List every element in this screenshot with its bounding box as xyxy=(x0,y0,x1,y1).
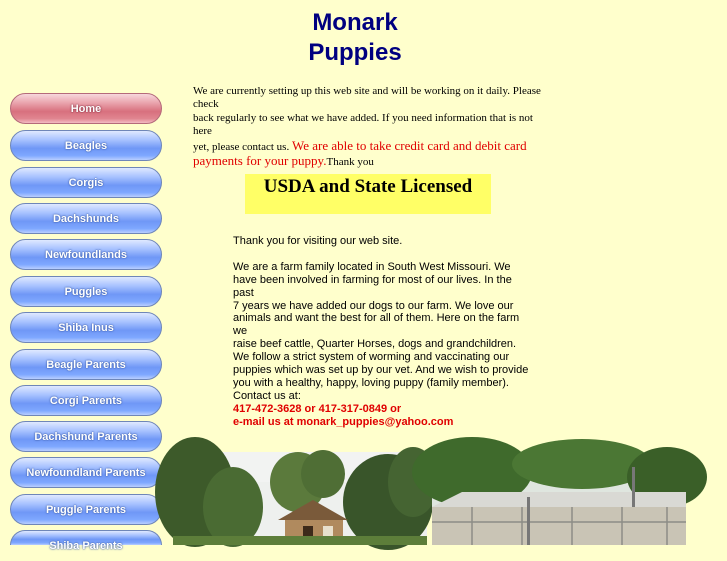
about-line: have been involved in farming for most of our lives. In the xyxy=(233,273,512,286)
credit-card-notice: We are able to take credit card and debit card xyxy=(291,137,527,153)
about-thanks: Thank you for visiting our web site. xyxy=(233,235,403,247)
about-line: past xyxy=(233,286,254,299)
about-line: Contact us at: xyxy=(233,389,301,402)
site-title-line2: Puppies xyxy=(308,39,402,66)
nav-corgis-button[interactable]: Corgis xyxy=(10,167,162,198)
about-line: We follow a strict system of worming and vaccinating our xyxy=(233,351,510,364)
site-title-line1: Monark xyxy=(312,9,398,36)
about-line: puppies which was set up by our vet. And we wish to provide xyxy=(233,364,529,377)
intro-thank-you: Thank you xyxy=(326,156,374,169)
intro-line: We are currently setting up this web site and will be working on it daily. Please xyxy=(193,85,541,97)
nav-newfoundland-parents-button[interactable]: Newfoundland Parents xyxy=(10,457,162,488)
about-line: animals and want the best for all of them. Here on the farm xyxy=(233,312,520,325)
nav-home-button[interactable]: Home xyxy=(10,93,162,124)
nav-corgi-parents-button[interactable]: Corgi Parents xyxy=(10,385,162,416)
farm-house-photo xyxy=(173,452,427,545)
intro-line xyxy=(193,139,543,154)
site-title xyxy=(290,8,420,68)
about-line: you with a healthy, happy, loving puppy (family member). xyxy=(233,376,509,389)
nav-newfoundlands-button[interactable]: Newfoundlands xyxy=(10,239,162,270)
intro-line xyxy=(193,154,543,169)
intro-line: check xyxy=(193,98,219,111)
about-section xyxy=(233,235,533,429)
nav-beagle-parents-button[interactable]: Beagle Parents xyxy=(10,349,162,380)
nav-dachshund-parents-button[interactable]: Dachshund Parents xyxy=(10,421,162,452)
nav-shiba-parents-button[interactable]: Shiba Parents xyxy=(10,530,162,545)
about-line: We are a farm family located in South West Missouri. We xyxy=(233,260,511,273)
intro-text-segment: yet, please contact us. xyxy=(193,140,292,153)
contact-email: e-mail us at monark_puppies@yahoo.com xyxy=(233,415,454,428)
about-line: we xyxy=(233,325,248,338)
about-line: raise beef cattle, Quarter Horses, dogs and grandchildren. xyxy=(233,338,517,351)
kennel-building-photo xyxy=(432,452,686,545)
nav-dachshunds-button[interactable]: Dachshunds xyxy=(10,203,162,234)
contact-phones: 417-472-3628 or 417-317-0849 or xyxy=(233,402,402,415)
nav-beagles-button[interactable]: Beagles xyxy=(10,130,162,161)
nav-puggle-parents-button[interactable]: Puggle Parents xyxy=(10,494,162,525)
credit-card-notice-cont: payments for your puppy. xyxy=(193,153,327,169)
nav-shiba-inus-button[interactable]: Shiba Inus xyxy=(10,312,162,343)
usda-license-banner: USDA and State Licensed xyxy=(245,174,491,214)
nav-puggles-button[interactable]: Puggles xyxy=(10,276,162,307)
about-line: 7 years we have added our dogs to our farm. We love our xyxy=(233,299,514,312)
intro-text xyxy=(193,85,543,169)
intro-line: back regularly to see what we have added. If you need information that is not here xyxy=(193,111,533,138)
